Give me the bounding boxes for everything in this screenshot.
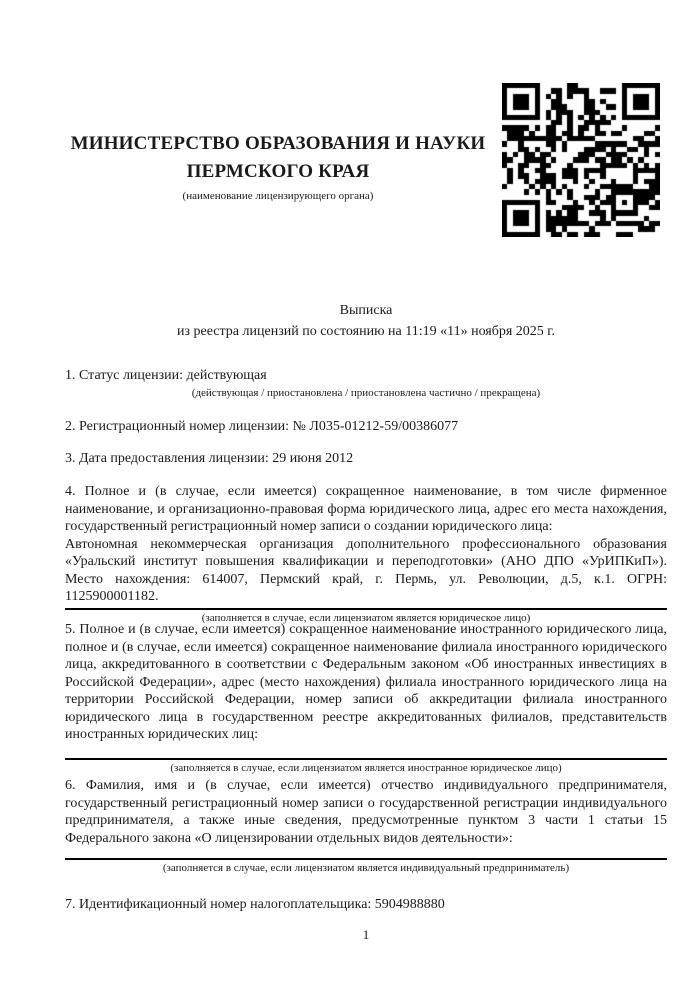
extract-subtitle: из реестра лицензий по состоянию на 11:19 «11» ноября 2025 г. <box>177 324 555 339</box>
legal-entity-caption: (заполняется в случае, если лицензиатом является юридическое лицо) <box>201 611 531 624</box>
extract-title-block <box>65 300 667 342</box>
item-grant-date <box>65 450 667 468</box>
legal-entity-value: Автономная некоммерческая организация дополнительного профессионального образования «Уральский институт повышения квалификации и переподготовки» (АНО ДПО «УрИПКиП»). Место нахождения: 614007, Пермский край, г. Пермь, ул. Революции, д.5, к.1. ОГРН: 1125900001182. <box>65 536 667 604</box>
licensing-authority-header <box>65 130 491 203</box>
taxpayer-number-text: 7. Идентификационный номер налогоплательщика: 5904988880 <box>65 897 445 912</box>
extract-title: Выписка <box>339 303 393 318</box>
item-taxpayer-number <box>65 896 667 914</box>
fill-in-line <box>65 758 667 760</box>
entrepreneur-empty-value <box>65 847 667 856</box>
authority-caption: (наименование лицензирующего органа) <box>182 190 374 202</box>
grant-date-text: 3. Дата предоставления лицензии: 29 июня 2012 <box>65 451 354 466</box>
item-license-status <box>65 367 667 400</box>
item-legal-entity <box>65 483 667 625</box>
fill-in-line <box>65 858 667 860</box>
qr-code-icon <box>502 83 660 237</box>
fill-in-line <box>65 608 667 610</box>
authority-name-line2: ПЕРМСКОГО КРАЯ <box>186 161 370 182</box>
license-status-caption: (действующая / приостановлена / приостановлена частично / прекращена) <box>191 386 541 399</box>
page-number: 1 <box>362 927 370 942</box>
foreign-entity-label: 5. Полное и (в случае, если имеется) сокращенное наименование иностранного юридического лица, полное и (в случае, если имеется) сокращенное наименование филиала иностранного юридического лица, аккредитованного в соответствии с Федеральным законом «Об иностранных инвестициях в Российской Федерации», адрес (место нахождения) филиала иностранного юридического лица на территории Российской Федерации, номер записи об аккредитации филиала иностранного юридического лица в государственном реестре аккредитованных филиалов, представительств иностранных юридических лиц: <box>65 622 667 742</box>
registration-number-text: 2. Регистрационный номер лицензии: № Л035-01212-59/00386077 <box>65 419 459 434</box>
item-registration-number <box>65 418 667 436</box>
item-individual-entrepreneur <box>65 777 667 875</box>
item-foreign-entity <box>65 621 667 775</box>
entrepreneur-caption: (заполняется в случае, если лицензиатом является индивидуальный предприниматель) <box>162 862 570 874</box>
license-status-text: 1. Статус лицензии: действующая <box>65 368 267 383</box>
foreign-entity-empty-value <box>65 744 667 756</box>
entrepreneur-label: 6. Фамилия, имя и (в случае, если имеется) отчество индивидуального предпринимателя, государственный регистрационный номер записи о государственной регистрации индивидуального предпринимателя, а также иные сведения, предусмотренные пунктом 3 части 1 статьи 15 Федерального закона «О лицензировании отдельных видов деятельности»: <box>65 778 667 846</box>
authority-name-line1: МИНИСТЕРСТВО ОБРАЗОВАНИЯ И НАУКИ <box>70 133 486 154</box>
foreign-entity-caption: (заполняется в случае, если лицензиатом является иностранное юридическое лицо) <box>170 761 562 774</box>
legal-entity-label: 4. Полное и (в случае, если имеется) сокращенное наименование, в том числе фирменное наименование, и организационно-правовая форма юридического лица, адрес его места нахождения, государственный регистрационный номер записи о создании юридического лица: <box>65 484 667 534</box>
